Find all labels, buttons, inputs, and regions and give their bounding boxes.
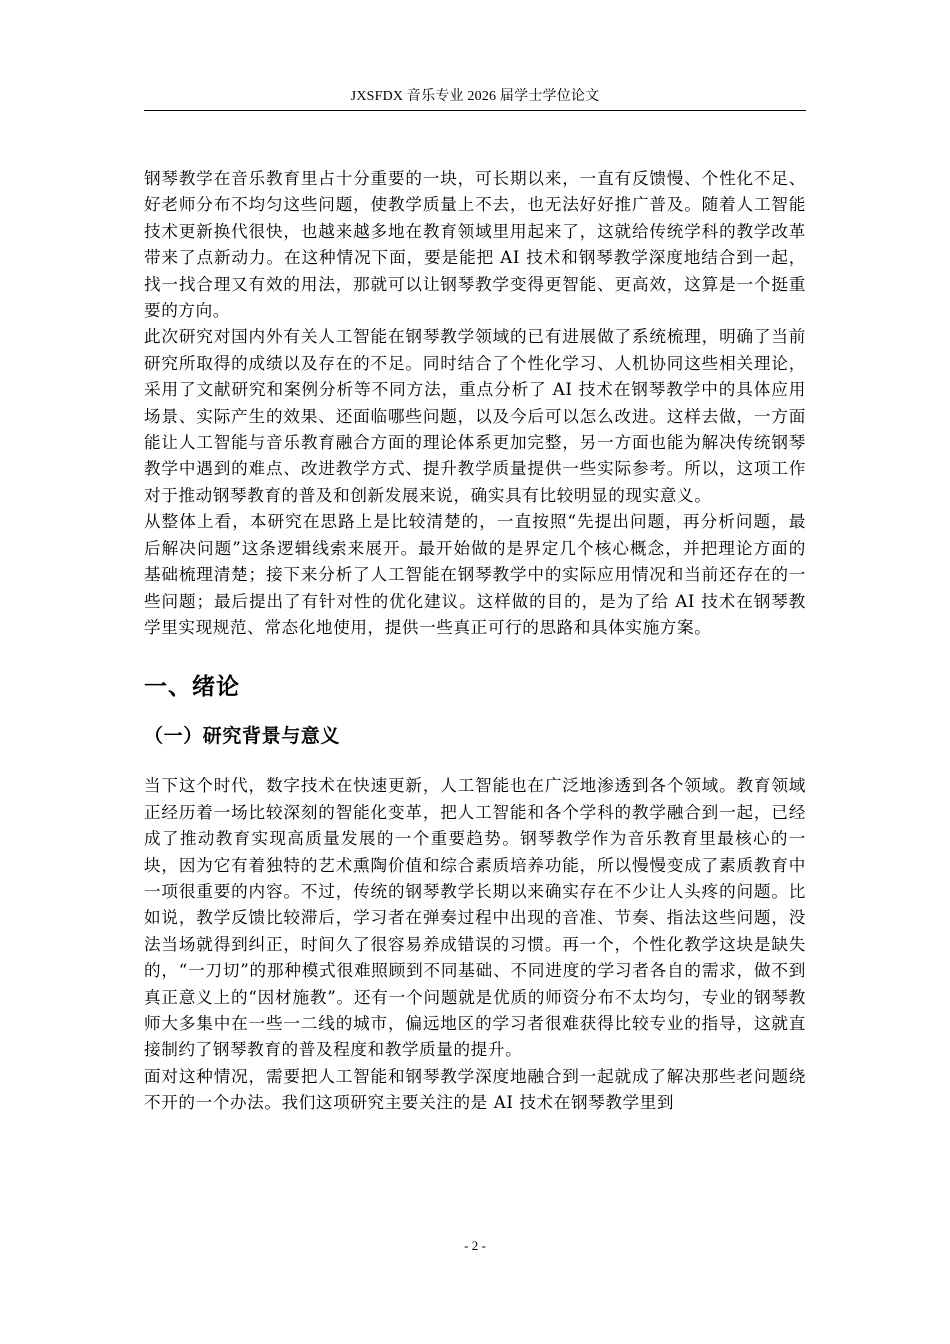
intro-paragraph-1: 钢琴教学在音乐教育里占十分重要的一块，可长期以来，一直有反馈慢、个性化不足、好老师分布不均匀这些问题，使教学质量上不去，也无法好好推广普及。随着人工智能技术更新换代很快，也越来越多地在教育领域里用起来了，这就给传统学科的教学改革带来了点新动力。在这种情况下面，要是能把 AI 技术和钢琴教学深度地结合到一起，找一找合理又有效的用法，那就可以让钢琴教学变得更智能、更高效，这算是一个挺重要的方向。 — [144, 169, 806, 321]
section-paragraph-2: 面对这种情况，需要把人工智能和钢琴教学深度地融合到一起就成了解决那些老问题绕不开的一个办法。我们这项研究主要关注的是 AI 技术在钢琴教学里到 — [144, 1066, 806, 1113]
page-header — [144, 84, 806, 111]
page-number: - 2 - — [464, 1238, 486, 1253]
intro-paragraph-3: 从整体上看，本研究在思路上是比较清楚的，一直按照“先提出问题，再分析问题，最后解决问题”这条逻辑线索来展开。最开始做的是界定几个核心概念，并把理论方面的基础梳理清楚；接下来分析了人工智能在钢琴教学中的实际应用情况和当前还存在的一些问题；最后提出了有针对性的优化建议。这样做的目的，是为了给 AI 技术在钢琴教学里实现规范、常态化地使用，提供一些真正可行的思路和具体实施方案。 — [144, 512, 806, 637]
section-paragraph-1: 当下这个时代，数字技术在快速更新，人工智能也在广泛地渗透到各个领域。教育领域正经历着一场比较深刻的智能化变革，把人工智能和各个学科的教学融合到一起，已经成了推动教育实现高质量发展的一个重要趋势。钢琴教学作为音乐教育里最核心的一块，因为它有着独特的艺术熏陶价值和综合素质培养功能，所以慢慢变成了素质教育中一项很重要的内容。不过，传统的钢琴教学长期以来确实存在不少让人头疼的问题。比如说，教学反馈比较滞后，学习者在弹奏过程中出现的音准、节奏、指法这些问题，没法当场就得到纠正，时间久了很容易养成错误的习惯。再一个，个性化教学这块是缺失的，“一刀切”的那种模式很难照顾到不同基础、不同进度的学习者各自的需求，做不到真正意义上的“因材施教”。还有一个问题就是优质的师资分布不太均匀，专业的钢琴教师大多集中在一些一二线的城市，偏远地区的学习者很难获得比较专业的指导，这就直接制约了钢琴教育的普及程度和教学质量的提升。 — [144, 776, 806, 1060]
section-heading: 一、绪论 — [144, 674, 240, 701]
intro-paragraph-2: 此次研究对国内外有关人工智能在钢琴教学领域的已有进展做了系统梳理，明确了当前研究所取得的成绩以及存在的不足。同时结合了个性化学习、人机协同这些相关理论，采用了文献研究和案例分析等不同方法，重点分析了 AI 技术在钢琴教学中的具体应用场景、实际产生的效果、还面临哪些问题，以及今后可以怎么改进。这样去做，一方面能让人工智能与音乐教育融合方面的理论体系更加完整，另一方面也能为解决传统钢琴教学中遇到的难点、改进教学方式、提升教学质量提供一些实际参考。所以，这项工作对于推动钢琴教育的普及和创新发展来说，确实具有比较明显的现实意义。 — [144, 327, 806, 505]
header-title: JXSFDX 音乐专业 2026 届学士学位论文 — [350, 89, 600, 104]
document-body — [144, 166, 806, 1117]
subsection-heading: （一）研究背景与意义 — [144, 725, 341, 748]
